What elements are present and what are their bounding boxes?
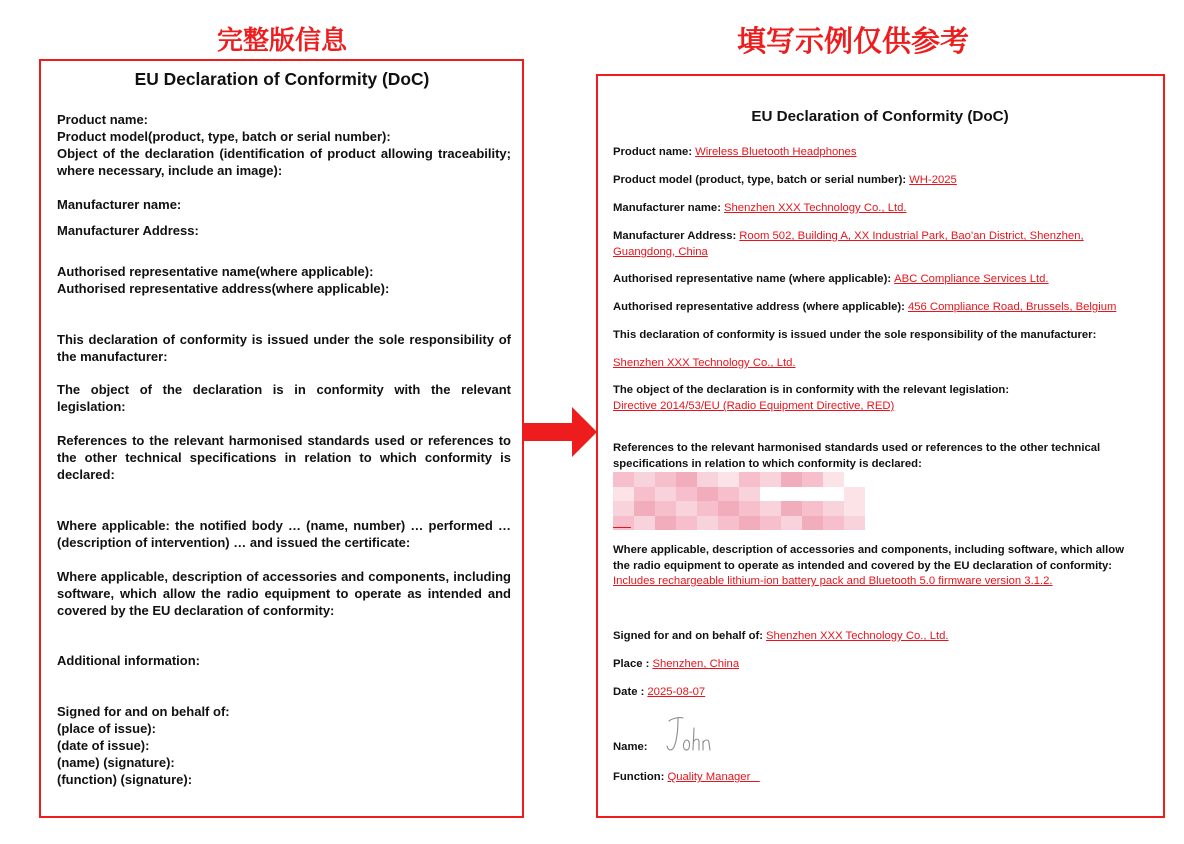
function-value: Quality Manager bbox=[667, 771, 751, 783]
accessories-row bbox=[613, 574, 1135, 590]
manufacturer-name-label: Manufacturer name: bbox=[613, 202, 721, 214]
mosaic-cell bbox=[739, 487, 760, 502]
mosaic-cell bbox=[634, 472, 655, 487]
left-manufacturer-name: Manufacturer name: bbox=[57, 197, 182, 212]
left-rep-address: Authorised representative address(where applicable): bbox=[57, 281, 390, 296]
left-place-of-issue: (place of issue): bbox=[57, 721, 156, 736]
field-function bbox=[613, 770, 1135, 786]
left-accessories: Where applicable, description of accessories and components, including software, which allow the radio equipment to operate as intended and covered by the EU declaration of conformity: bbox=[57, 569, 511, 618]
left-doc-title: EU Declaration of Conformity (DoC) bbox=[134, 69, 430, 89]
field-manufacturer-name bbox=[613, 201, 1135, 217]
left-rep-name: Authorised representative name(where applicable): bbox=[57, 264, 374, 279]
sole-responsibility-value: Shenzhen XXX Technology Co., Ltd. bbox=[613, 357, 796, 369]
rep-address-label: Authorised representative address (where applicable): bbox=[613, 301, 905, 313]
mosaic-cell bbox=[781, 501, 802, 516]
mosaic-cell bbox=[844, 516, 865, 531]
mosaic-cell bbox=[844, 472, 865, 487]
product-model-value: WH-2025 bbox=[909, 174, 957, 186]
mosaic-cell bbox=[697, 487, 718, 502]
left-standards: References to the relevant harmonised standards used or references to the other technical specifications in relation to which conformity is declared: bbox=[57, 433, 511, 482]
date-value: 2025-08-07 bbox=[647, 686, 706, 698]
mosaic-cell bbox=[634, 516, 655, 531]
mosaic-cell bbox=[823, 516, 844, 531]
mosaic-cell bbox=[760, 501, 781, 516]
left-function-signature: (function) (signature): bbox=[57, 772, 193, 787]
mosaic-cell bbox=[823, 472, 844, 487]
left-product-name: Product name: bbox=[57, 112, 149, 127]
arrow-right-icon bbox=[522, 405, 598, 459]
mosaic-cell bbox=[655, 487, 676, 502]
field-rep-name bbox=[613, 272, 1135, 288]
accessories-value: Includes rechargeable lithium-ion battery pack and Bluetooth 5.0 firmware version 3.1.2. bbox=[613, 575, 1053, 587]
mosaic-cell bbox=[655, 501, 676, 516]
left-sole-responsibility: This declaration of conformity is issued under the sole responsibility of the manufacturer: bbox=[57, 332, 511, 364]
field-date bbox=[613, 685, 1135, 701]
mosaic-cell bbox=[739, 516, 760, 531]
left-product-model: Product model(product, type, batch or serial number): bbox=[57, 129, 391, 144]
mosaic-cell bbox=[760, 472, 781, 487]
accessories-label: Where applicable, description of accessories and components, including software, which allow the radio equipment to operate as intended and covered by the EU declaration of conformity: bbox=[613, 544, 1124, 572]
mosaic-cell bbox=[844, 487, 865, 502]
mosaic-cell bbox=[739, 501, 760, 516]
mosaic-cell bbox=[676, 501, 697, 516]
mosaic-cell bbox=[802, 516, 823, 531]
left-signed-for: Signed for and on behalf of: bbox=[57, 704, 230, 719]
mosaic-cell bbox=[634, 501, 655, 516]
product-model-label: Product model (product, type, batch or serial number): bbox=[613, 174, 907, 186]
handwritten-signature bbox=[660, 712, 716, 756]
mosaic-cell bbox=[676, 472, 697, 487]
signed-for-value: Shenzhen XXX Technology Co., Ltd. bbox=[766, 630, 949, 642]
mosaic-cell bbox=[697, 501, 718, 516]
mosaic-cell bbox=[676, 516, 697, 531]
function-label: Function: bbox=[613, 771, 665, 783]
left-notified-body: Where applicable: the notified body … (name, number) … performed … (description of intervention) … and issued the certificate: bbox=[57, 518, 511, 550]
mosaic-cell bbox=[781, 516, 802, 531]
mosaic-cell bbox=[802, 487, 823, 502]
legislation-row bbox=[613, 399, 1135, 415]
field-place bbox=[613, 657, 1135, 673]
left-additional-info: Additional information: bbox=[57, 653, 200, 668]
mosaic-cell bbox=[718, 487, 739, 502]
product-name-label: Product name: bbox=[613, 146, 693, 158]
field-rep-address bbox=[613, 300, 1135, 316]
manufacturer-address-label: Manufacturer Address: bbox=[613, 230, 737, 242]
underline-fragment bbox=[613, 527, 631, 528]
legislation-label: The object of the declaration is in conformity with the relevant legislation: bbox=[613, 384, 1010, 396]
standards-label: References to the relevant harmonised standards used or references to the other technical specifications in relation to which conformity is declared: bbox=[613, 442, 1101, 470]
mosaic-cell bbox=[718, 472, 739, 487]
place-value: Shenzhen, China bbox=[652, 658, 740, 670]
mosaic-cell bbox=[613, 487, 634, 502]
rep-name-value: ABC Compliance Services Ltd. bbox=[894, 273, 1049, 285]
date-label: Date : bbox=[613, 686, 645, 698]
sole-responsibility-row bbox=[613, 356, 1135, 372]
mosaic-cell bbox=[760, 516, 781, 531]
manufacturer-name-value: Shenzhen XXX Technology Co., Ltd. bbox=[723, 202, 907, 214]
left-signature-block bbox=[57, 703, 511, 788]
mosaic-cell bbox=[844, 501, 865, 516]
sole-responsibility-label: This declaration of conformity is issued under the sole responsibility of the manufacturer: bbox=[613, 329, 1097, 341]
place-label: Place : bbox=[613, 658, 650, 670]
mosaic-cell bbox=[823, 487, 844, 502]
manufacturer-address-value: Room 502, Building A, XX Industrial Park, Bao'an District, Shenzhen, Guangdong, China bbox=[613, 230, 1084, 258]
mosaic-cell bbox=[613, 472, 634, 487]
mosaic-cell bbox=[634, 487, 655, 502]
left-date-of-issue: (date of issue): bbox=[57, 738, 150, 753]
left-name-signature: (name) (signature): bbox=[57, 755, 175, 770]
field-manufacturer-address bbox=[613, 229, 1135, 260]
rep-address-value: 456 Compliance Road, Brussels, Belgium bbox=[907, 301, 1117, 313]
name-label: Name: bbox=[613, 741, 648, 753]
mosaic-cell bbox=[655, 516, 676, 531]
mosaic-cell bbox=[613, 501, 634, 516]
mosaic-cell bbox=[718, 516, 739, 531]
signed-for-label: Signed for and on behalf of: bbox=[613, 630, 763, 642]
left-object-of-declaration: Object of the declaration (identification of product allowing traceability; where necessary, include an image): bbox=[57, 146, 511, 178]
mosaic-cell bbox=[802, 501, 823, 516]
left-manufacturer-address: Manufacturer Address: bbox=[57, 223, 199, 238]
field-product-model bbox=[613, 173, 1135, 189]
mosaic-cell bbox=[718, 501, 739, 516]
product-name-value: Wireless Bluetooth Headphones bbox=[695, 146, 857, 158]
mosaic-cell bbox=[655, 472, 676, 487]
mosaic-cell bbox=[760, 487, 781, 502]
mosaic-cell bbox=[802, 472, 823, 487]
mosaic-cell bbox=[739, 472, 760, 487]
underline-padding bbox=[750, 771, 759, 783]
mosaic-cell bbox=[781, 472, 802, 487]
mosaic-cell bbox=[697, 472, 718, 487]
right-doc-title: EU Declaration of Conformity (DoC) bbox=[751, 108, 1009, 125]
field-product-name bbox=[613, 145, 1135, 161]
heading-full-version: 完整版信息 bbox=[216, 26, 347, 56]
heading-example-reference: 填写示例仅供参考 bbox=[736, 24, 969, 58]
rep-name-label: Authorised representative name (where applicable): bbox=[613, 273, 892, 285]
mosaic-cell bbox=[823, 501, 844, 516]
mosaic-cell bbox=[781, 487, 802, 502]
mosaic-cell bbox=[697, 516, 718, 531]
field-signed-for bbox=[613, 629, 1135, 645]
legislation-value: Directive 2014/53/EU (Radio Equipment Directive, RED) bbox=[613, 400, 895, 412]
redacted-standards-mosaic bbox=[613, 472, 865, 530]
left-legislation: The object of the declaration is in conformity with the relevant legislation: bbox=[57, 382, 511, 414]
mosaic-cell bbox=[676, 487, 697, 502]
